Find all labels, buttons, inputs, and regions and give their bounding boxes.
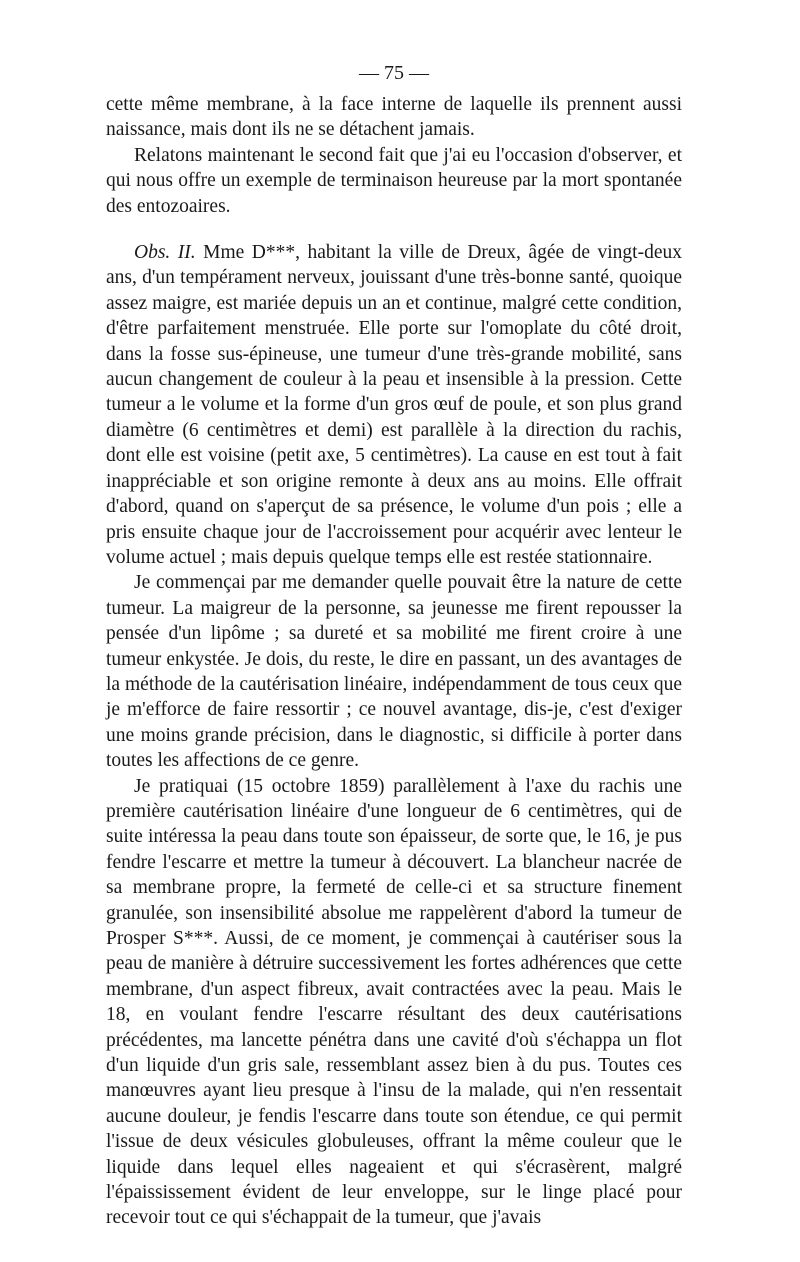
- paragraph-continuation: cette même membrane, à la face interne de laquelle ils prennent aussi naissance, mais dont ils ne se détachent jamais.: [106, 94, 682, 141]
- paragraph-diagnosis: Je commençai par me demander quelle pouvait être la nature de cette tumeur. La maigreur de la personne, sa jeunesse me firent repousser la pensée d'un lipôme ; sa dureté et sa mobilité me firent croire à une tumeur enkystée. Je dois, du reste, le dire en passant, un des avantages de la méthode de la cautérisation linéaire, indépendamment de tous ceux que je m'efforce de faire ressortir ; ce nouvel avantage, dis-je, c'est d'exiger une moins grande précision, dans le diagnostic, si difficile à porter dans toutes les affections de ce genre.: [106, 572, 682, 772]
- paragraph-transition: Relatons maintenant le second fait que j'ai eu l'occasion d'observer, et qui nous offre un exemple de terminaison heureuse par la mort spontanée des entozoaires.: [106, 144, 682, 217]
- book-page: [106, 58, 682, 1231]
- paragraph-procedure: Je pratiquai (15 octobre 1859) parallèlement à l'axe du rachis une première cautérisation linéaire d'une longueur de 6 centimètres, qui de suite intéressa la peau dans toute son épaisseur, de sorte que, le 16, je pus fendre l'escarre et mettre la tumeur à découvert. La blancheur nacrée de sa membrane propre, la fermeté de celle-ci et sa structure finement granulée, son insensibilité absolue me rappelèrent d'abord la tumeur de Prosper S***. Aussi, de ce moment, je commençai à cautériser sous la peau de manière à détruire successivement les fortes adhérences que cette membrane, d'un aspect fibreux, avait contractées avec la peau. Mais le 18, en voulant fendre l'escarre résultant des deux cautérisations précédentes, ma lancette pénétra dans une cavité d'où s'échappa un flot d'un liquide d'un gris sale, ressemblant assez bien à du pus. Toutes ces manœuvres ayant lieu presque à l'insu de la malade, qui n'en ressentait aucune douleur, je fendis l'escarre dans toute son étendue, ce qui permit l'issue de deux vésicules globuleuses, offrant la même couleur que le liquide dans lequel elles nageaient et qui s'écrasèrent, malgré l'épaississement évident de leur enveloppe, sur le linge placé pour recevoir tout ce qui s'échappait de la tumeur, que j'avais: [106, 775, 682, 1229]
- observation-text: Mme D***, habitant la ville de Dreux, âgée de vingt-deux ans, d'un tempérament nerveux, jouissant d'une très-bonne santé, quoique assez maigre, est mariée depuis un an et continue, malgré cette condition, d'être parfaitement menstruée. Elle porte sur l'omoplate du côté droit, dans la fosse sus-épineuse, une tumeur d'une très-grande mobilité, sans aucun changement de couleur à la peau et insensible à la pression. Cette tumeur a le volume et la forme d'un gros œuf de poule, et son plus grand diamètre (6 centimètres et demi) est parallèle à la direction du rachis, dont elle est voisine (petit axe, 5 centimètres). La cause en est tout à fait inappréciable et son origine remonte à deux ans au moins. Elle offrait d'abord, quand on s'aperçut de sa présence, le volume d'un pois ; elle a pris ensuite chaque jour de l'accroissement pour acquérir avec lenteur le volume actuel ; mais depuis quelque temps elle est restée stationnaire.: [106, 242, 682, 568]
- paragraph-observation: [106, 240, 682, 570]
- observation-label: Obs. II.: [134, 242, 196, 264]
- page-number: — 75 —: [359, 62, 429, 84]
